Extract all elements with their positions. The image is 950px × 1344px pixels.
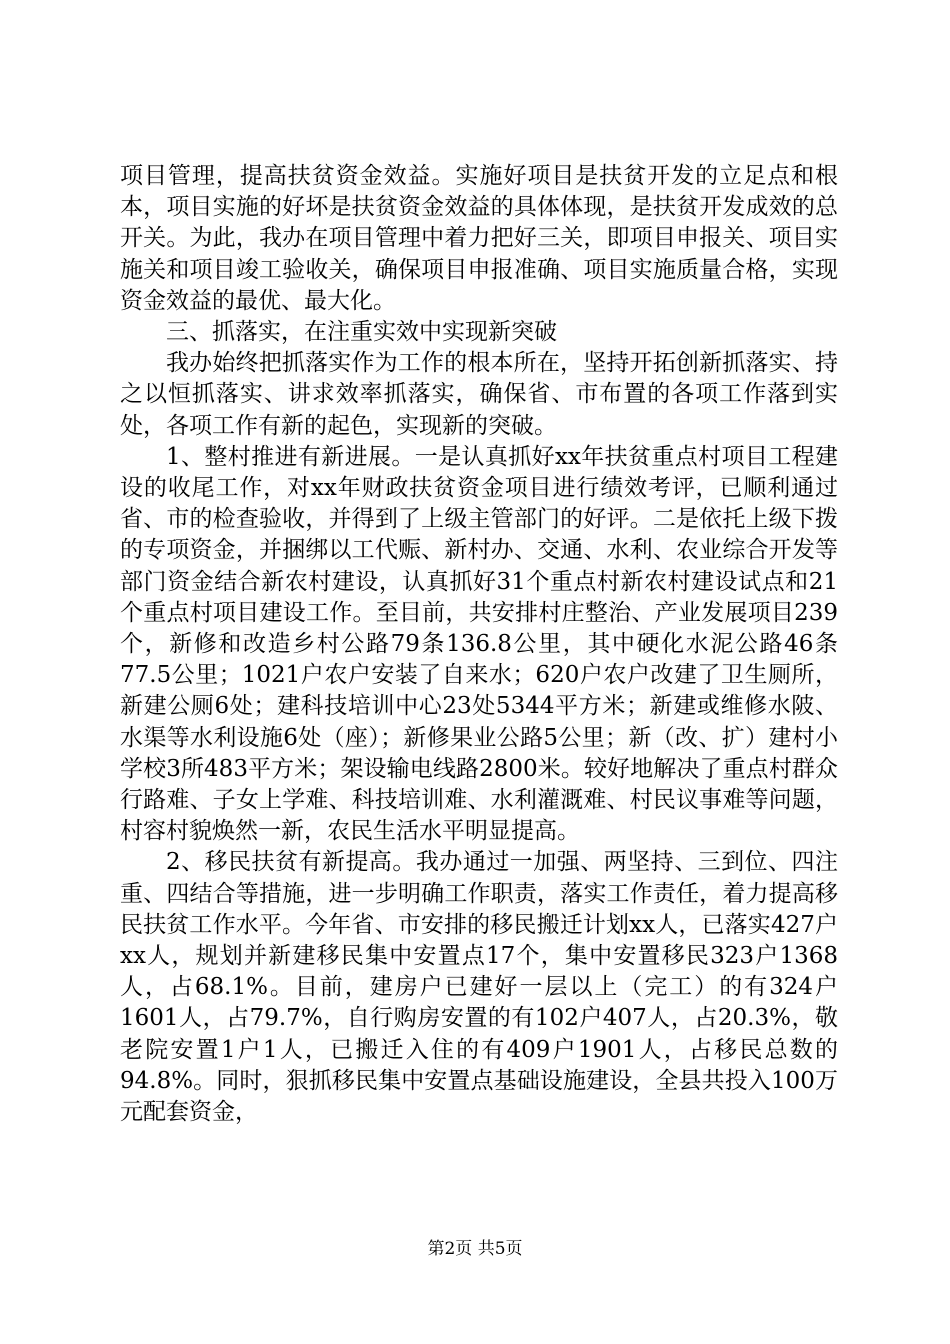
paragraph-implementation-intro: 我办始终把抓落实作为工作的根本所在，坚持开拓创新抓落实、持之以恒抓落实、讲求效率抓落实，确保省、市布置的各项工作落到实处，各项工作有新的起色，实现新的突破。	[120, 350, 838, 439]
document-body	[120, 161, 838, 1128]
page-number-footer: 第2页 共5页	[427, 1239, 523, 1259]
paragraph-relocation-progress: 2、移民扶贫有新提高。我办通过一加强、两坚持、三到位、四注重、四结合等措施，进一步明确工作职责，落实工作责任，着力提高移民扶贫工作水平。今年省、市安排的移民搬迁计划xx人，已落实427户xx人，规划并新建移民集中安置点17个，集中安置移民323户1368人，占68.1%。目前，建房户已建好一层以上（完工）的有324户1601人，占79.7%，自行购房安置的有102户407人，占20.3%，敬老院安置1户1人，已搬迁入住的有409户1901人，占移民总数的94.8%。同时，狠抓移民集中安置点基础设施建设，全县共投入100万元配套资金，	[120, 849, 838, 1126]
paragraph-village-progress: 1、整村推进有新进展。一是认真抓好xx年扶贫重点村项目工程建设的收尾工作，对xx年财政扶贫资金项目进行绩效考评，已顺利通过省、市的检查验收，并得到了上级主管部门的好评。二是依托上级下拨的专项资金，并捆绑以工代赈、新村办、交通、水利、农业综合开发等部门资金结合新农村建设，认真抓好31个重点村新农村建设试点和21个重点村项目建设工作。至目前，共安排村庄整治、产业发展项目239个，新修和改造乡村公路79条136.8公里，其中硬化水泥公路46条77.5公里；1021户农户安装了自来水；620户农户改建了卫生厕所，新建公厕6处；建科技培训中心23处5344平方米；新建或维修水陂、水渠等水利设施6处（座）；新修果业公路5公里；新（改、扩）建村小学校3所483平方米；架设输电线路2800米。较好地解决了重点村群众行路难、子女上学难、科技培训难、水利灌溉难、村民议事难等问题，村容村貌焕然一新，农民生活水平明显提高。	[120, 443, 838, 845]
section-heading-implementation: 三、抓落实，在注重实效中实现新突破	[166, 319, 557, 346]
paragraph-project-management: 项目管理，提高扶贫资金效益。实施好项目是扶贫开发的立足点和根本，项目实施的好坏是扶贫资金效益的具体体现，是扶贫开发成效的总开关。为此，我办在项目管理中着力把好三关，即项目申报关、项目实施关和项目竣工验收关，确保项目申报准确、项目实施质量合格，实现资金效益的最优、最大化。	[120, 163, 838, 314]
